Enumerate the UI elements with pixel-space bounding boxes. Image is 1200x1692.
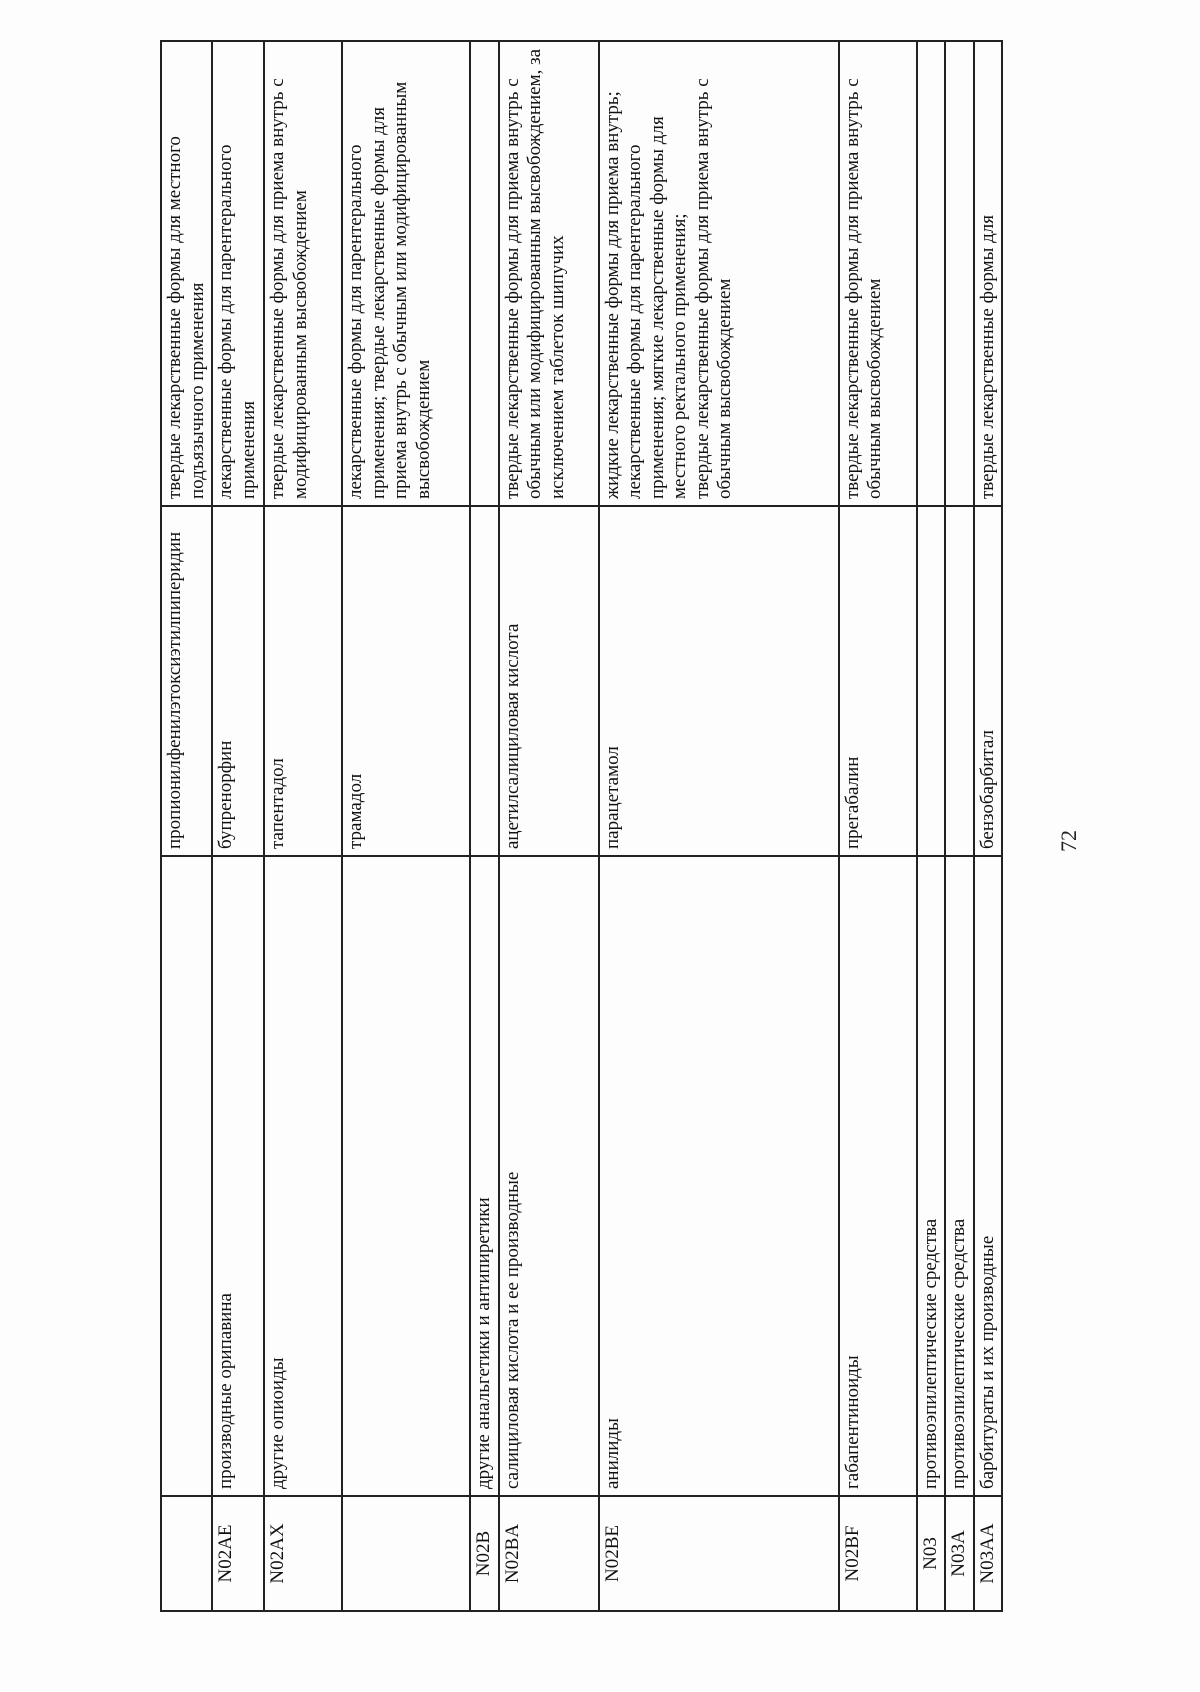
drug-cell: ацетилсалициловая кислота bbox=[499, 506, 599, 856]
group-cell: другие опиоиды bbox=[264, 856, 342, 1496]
forms-cell bbox=[945, 41, 974, 506]
table-row bbox=[264, 41, 342, 1611]
table-row bbox=[212, 41, 264, 1611]
atc-code-cell: N03AA bbox=[974, 1496, 1003, 1611]
forms-cell: твердые лекарственные формы для приема внутрь с модифицированным высвобождением bbox=[264, 41, 342, 506]
group-cell: барбитураты и их производные bbox=[974, 856, 1003, 1496]
forms-cell: твердые лекарственные формы для bbox=[974, 41, 1003, 506]
forms-cell: твердые лекарственные формы для приема внутрь с обычным высвобождением bbox=[839, 41, 917, 506]
group-cell: габапентиноиды bbox=[839, 856, 917, 1496]
forms-cell: твердые лекарственные формы для местного подъязычного применения bbox=[161, 41, 212, 506]
forms-cell: жидкие лекарственные формы для приема внутрь; лекарственные формы для парентерального применения; мягкие лекарственные формы для местного ректального применения; твердые лекарственные формы для приема внутрь с обычным высвобождением bbox=[599, 41, 839, 506]
drug-table bbox=[160, 40, 1003, 1612]
forms-cell: лекарственные формы для парентерального применения bbox=[212, 41, 264, 506]
page-number: 72 bbox=[1056, 830, 1081, 852]
drug-cell: пропионилфенилэтоксиэтилпиперидин bbox=[161, 506, 212, 856]
table-row bbox=[917, 41, 946, 1611]
table-row bbox=[161, 41, 212, 1611]
drug-cell: бупренорфин bbox=[212, 506, 264, 856]
atc-code-cell: N02AE bbox=[212, 1496, 264, 1611]
atc-code-cell bbox=[161, 1496, 212, 1611]
atc-code-cell: N02BE bbox=[599, 1496, 839, 1611]
drug-cell: трамадол bbox=[342, 506, 470, 856]
forms-cell: лекарственные формы для парентерального применения; твердые лекарственные формы для приема внутрь с обычным или модифицированным высвобождением bbox=[342, 41, 470, 506]
atc-code-cell: N02BA bbox=[499, 1496, 599, 1611]
atc-code-cell bbox=[342, 1496, 470, 1611]
atc-code-cell: N02BF bbox=[839, 1496, 917, 1611]
group-cell: противоэпилептические средства bbox=[917, 856, 946, 1496]
group-cell bbox=[161, 856, 212, 1496]
group-cell: салициловая кислота и ее производные bbox=[499, 856, 599, 1496]
table-row bbox=[599, 41, 839, 1611]
group-cell: противоэпилептические средства bbox=[945, 856, 974, 1496]
drug-cell: тапентадол bbox=[264, 506, 342, 856]
table-row bbox=[945, 41, 974, 1611]
atc-code-cell: N03 bbox=[917, 1496, 946, 1611]
drug-cell bbox=[917, 506, 946, 856]
table-row bbox=[499, 41, 599, 1611]
drug-cell bbox=[470, 506, 499, 856]
table-row bbox=[974, 41, 1003, 1611]
drug-cell: бензобарбитал bbox=[974, 506, 1003, 856]
drug-cell: прегабалин bbox=[839, 506, 917, 856]
table-row bbox=[342, 41, 470, 1611]
group-cell: другие анальгетики и антипиретики bbox=[470, 856, 499, 1496]
group-cell: производные орипавина bbox=[212, 856, 264, 1496]
forms-cell bbox=[470, 41, 499, 506]
atc-code-cell: N03A bbox=[945, 1496, 974, 1611]
table-row bbox=[839, 41, 917, 1611]
forms-cell: твердые лекарственные формы для приема внутрь с обычным или модифицированным высвобождением, за исключением таблеток шипучих bbox=[499, 41, 599, 506]
drug-cell bbox=[945, 506, 974, 856]
group-cell: анилиды bbox=[599, 856, 839, 1496]
forms-cell bbox=[917, 41, 946, 506]
atc-code-cell: N02AX bbox=[264, 1496, 342, 1611]
atc-code-cell: N02B bbox=[470, 1496, 499, 1611]
group-cell bbox=[342, 856, 470, 1496]
table-row bbox=[470, 41, 499, 1611]
rotated-table-container bbox=[160, 42, 1055, 1612]
drug-cell: парацетамол bbox=[599, 506, 839, 856]
